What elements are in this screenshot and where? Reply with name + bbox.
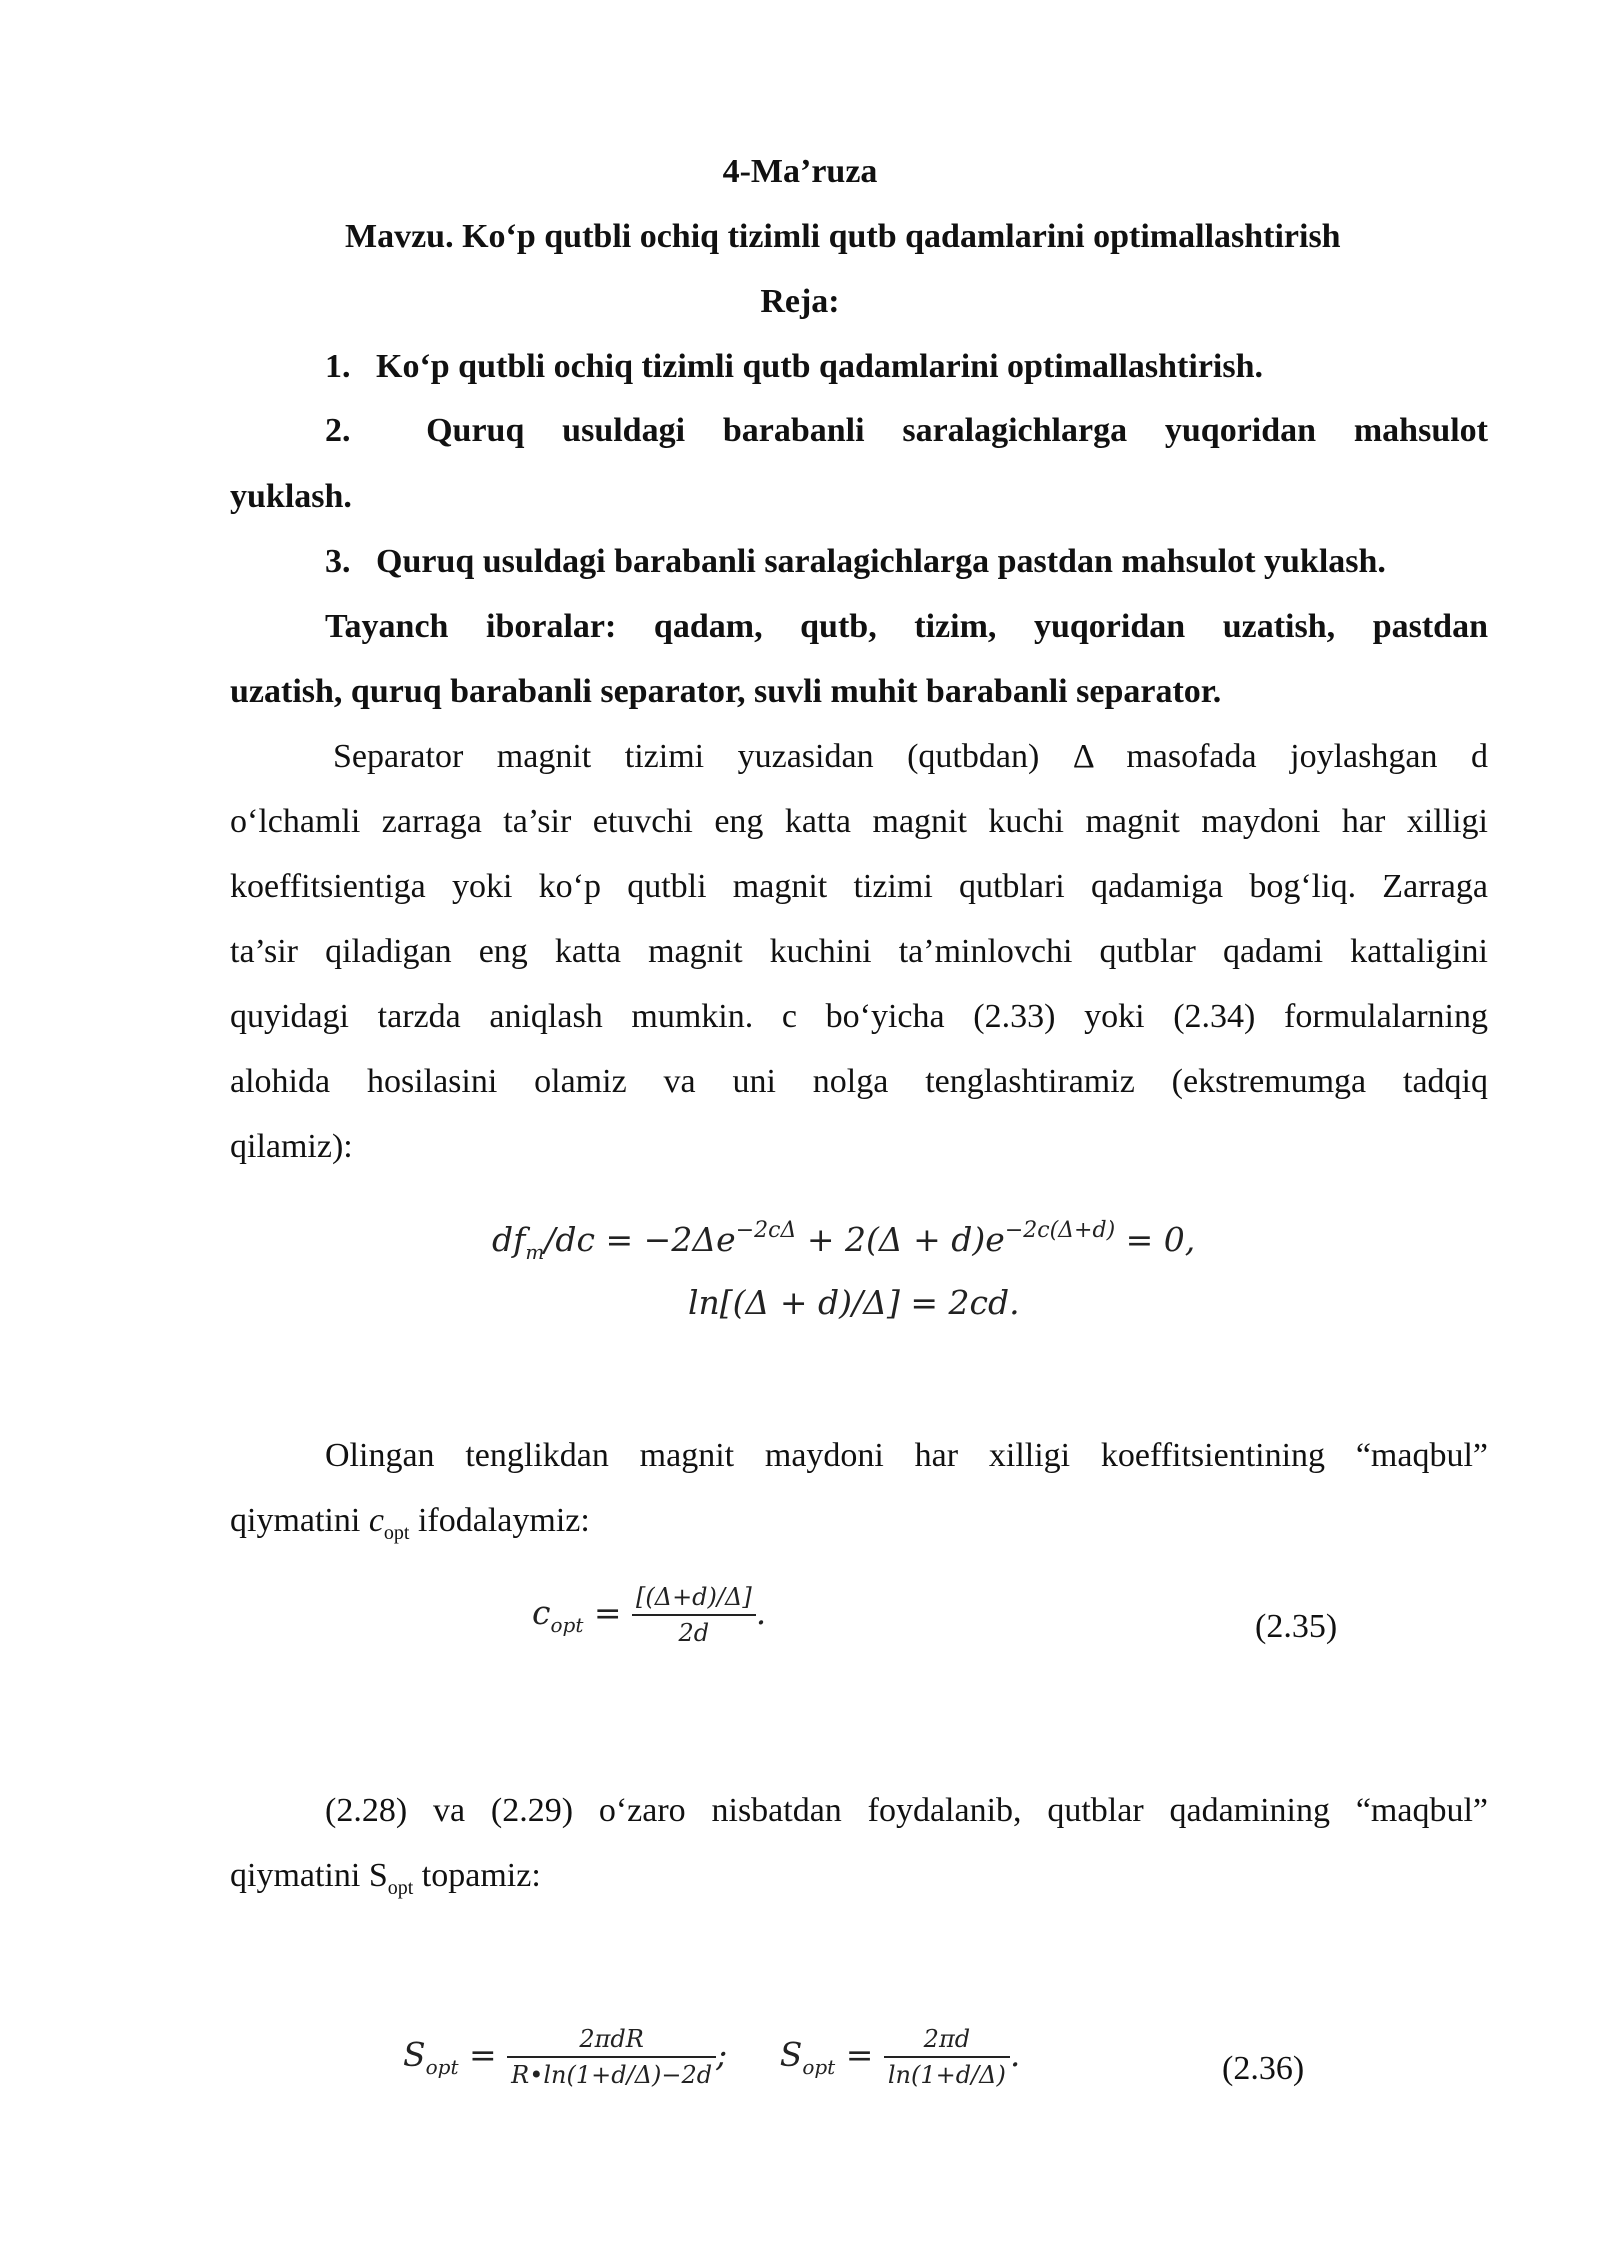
eq-part: . xyxy=(1009,2035,1021,2074)
equation-s-opt xyxy=(403,2022,1020,2092)
lecture-title: 4-Ma’ruza xyxy=(722,153,878,190)
equation-number-2-36: (2.36) xyxy=(1222,2050,1305,2087)
plan-item-number: 2. xyxy=(325,412,351,449)
eq-sub: opt xyxy=(425,2055,459,2079)
plan-item-1 xyxy=(325,348,1263,386)
keywords-line-1: Tayanch iboralar: qadam, qutb, tizim, yuqoridan uzatish, pastdan xyxy=(325,608,1488,645)
equation-number-2-35: (2.35) xyxy=(1255,1608,1338,1645)
fraction-numerator: 2πd xyxy=(884,2022,1010,2058)
eq-part: c xyxy=(532,1593,551,1632)
text-run: ifodalaymiz: xyxy=(409,1502,590,1539)
fraction-numerator: [(Δ+d)/Δ] xyxy=(632,1580,756,1616)
eq-part: . xyxy=(755,1593,767,1632)
variable: c xyxy=(368,1502,384,1539)
eq-part: ; xyxy=(716,2035,728,2074)
paragraph-2-line-1: Olingan tenglikdan magnit maydoni har xilligi koeffitsientining “maqbul” xyxy=(325,1437,1488,1474)
fraction xyxy=(632,1580,756,1650)
eq-sub: opt xyxy=(802,2055,836,2079)
paragraph-1-line-3: koeffitsientiga yoki ko‘p qutbli magnit tizimi qutblari qadamiga bog‘liq. Zarraga xyxy=(230,868,1488,905)
equation-c-opt xyxy=(532,1580,766,1650)
subscript: opt xyxy=(387,1877,414,1899)
eq-part: + 2(Δ + d)e xyxy=(796,1220,1005,1259)
text-run: qiymatini xyxy=(230,1502,369,1539)
subscript: opt xyxy=(383,1522,410,1544)
paragraph-1-line-1: Separator magnit tizimi yuzasidan (qutbdan) Δ masofada joylashgan d xyxy=(333,738,1488,775)
paragraph-1-line-4: ta’sir qiladigan eng katta magnit kuchini ta’minlovchi qutblar qadami kattaligini xyxy=(230,933,1488,970)
fraction-denominator: 2d xyxy=(678,1619,710,1647)
eq-part: S xyxy=(779,2035,803,2074)
plan-item-2-continuation: yuklash. xyxy=(230,478,352,515)
paragraph-1-last-line: qilamiz): xyxy=(230,1128,353,1165)
paragraph-2-line-2 xyxy=(230,1502,590,1545)
eq-part: = xyxy=(835,2035,884,2074)
eq-part: df xyxy=(492,1220,526,1259)
eq-sub: m xyxy=(525,1240,545,1264)
eq-sup: −2c(Δ+d) xyxy=(1004,1218,1116,1243)
plan-heading: Reja: xyxy=(760,283,840,320)
fraction-denominator: R•ln(1+d/Δ)−2d xyxy=(511,2061,713,2089)
plan-item-text: Quruq usuldagi barabanli saralagichlarga pastdan mahsulot yuklash. xyxy=(376,543,1386,580)
equation-derivative xyxy=(492,1218,1195,1264)
plan-item-number: 1. xyxy=(325,348,351,385)
eq-part: /dc = −2Δe xyxy=(544,1220,736,1259)
eq-sup: −2cΔ xyxy=(735,1218,797,1243)
eq-part: = xyxy=(458,2035,508,2074)
plan-item-3 xyxy=(325,543,1386,581)
eq-sub: opt xyxy=(550,1613,584,1637)
paragraph-3-line-2 xyxy=(230,1857,541,1900)
fraction-denominator: ln(1+d/Δ) xyxy=(887,2061,1006,2089)
eq-part: = xyxy=(583,1593,633,1632)
fraction xyxy=(507,2022,716,2092)
plan-item-number: 3. xyxy=(325,543,351,580)
text-run: topamiz: xyxy=(413,1857,541,1894)
paragraph-3-line-1: (2.28) va (2.29) o‘zaro nisbatdan foydalanib, qutblar qadamining “maqbul” xyxy=(325,1792,1488,1829)
fraction-numerator: 2πdR xyxy=(507,2022,716,2058)
text-run: qiymatini S xyxy=(230,1857,388,1894)
fraction xyxy=(884,2022,1010,2092)
topic-heading: Mavzu. Ko‘p qutbli ochiq tizimli qutb qadamlarini optimallashtirish xyxy=(345,218,1341,255)
paragraph-1-line-5: quyidagi tarzda aniqlash mumkin. c bo‘yicha (2.33) yoki (2.34) formulalarning xyxy=(230,998,1488,1035)
plan-item-2 xyxy=(325,412,1488,450)
equation-log: ln[(Δ + d)/Δ] = 2cd. xyxy=(688,1283,1020,1322)
eq-part: S xyxy=(403,2035,426,2074)
eq-part: = 0, xyxy=(1115,1220,1196,1259)
plan-item-text: Ko‘p qutbli ochiq tizimli qutb qadamlarini optimallashtirish. xyxy=(376,348,1264,385)
keywords-line-2: uzatish, quruq barabanli separator, suvli muhit barabanli separator. xyxy=(230,673,1222,710)
paragraph-1-line-2: o‘lchamli zarraga ta’sir etuvchi eng katta magnit kuchi magnit maydoni har xilligi xyxy=(230,803,1488,840)
plan-item-text: Quruq usuldagi barabanli saralagichlarga yuqoridan mahsulot xyxy=(426,412,1488,449)
paragraph-1-line-6: alohida hosilasini olamiz va uni nolga tenglashtiramiz (ekstremumga tadqiq xyxy=(230,1063,1488,1100)
